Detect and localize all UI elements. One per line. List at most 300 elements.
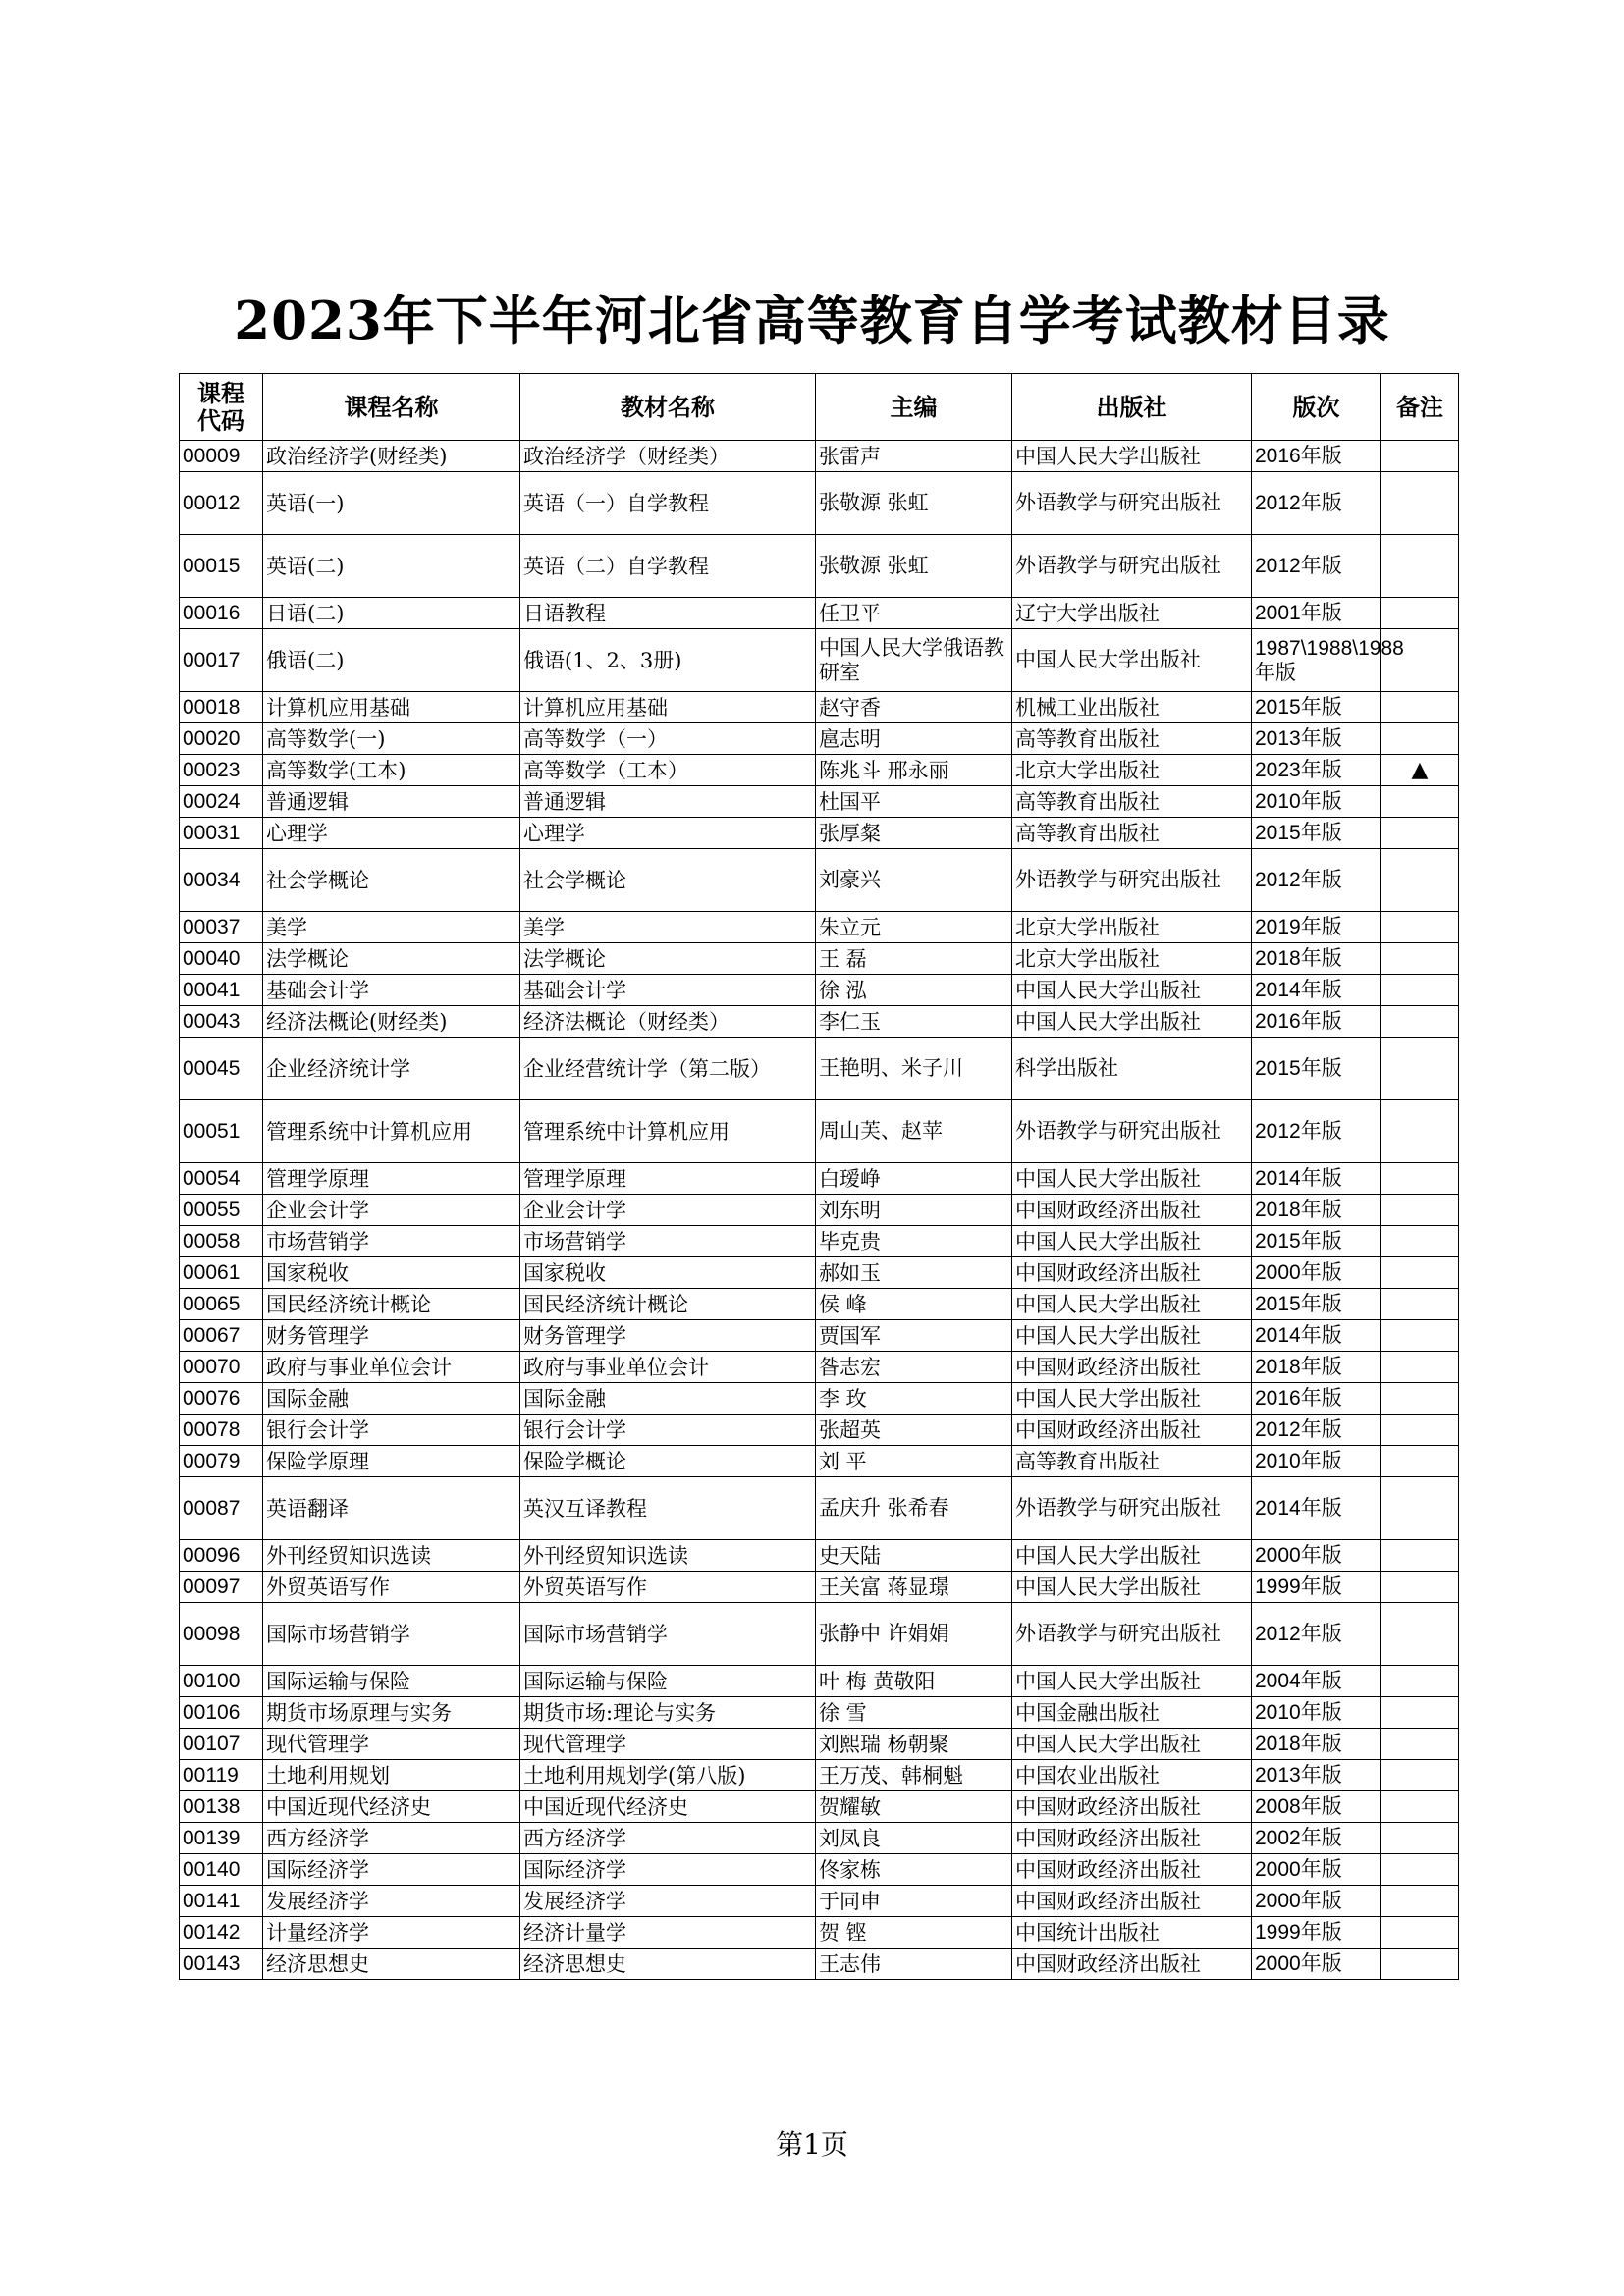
cell-course-code: 00079 — [180, 1446, 263, 1477]
table-row — [180, 1352, 1459, 1383]
cell-course-name: 管理学原理 — [263, 1163, 520, 1195]
cell-book-name: 计算机应用基础 — [520, 692, 816, 723]
cell-edition: 2012年版 — [1252, 1415, 1381, 1446]
table-row — [180, 1477, 1459, 1540]
cell-book-name: 经济计量学 — [520, 1917, 816, 1949]
cell-note — [1381, 1791, 1459, 1823]
cell-editor: 王万茂、韩桐魁 — [816, 1760, 1012, 1791]
cell-book-name: 保险学概论 — [520, 1446, 816, 1477]
cell-course-name: 高等数学(工本) — [263, 755, 520, 786]
cell-course-code: 00087 — [180, 1477, 263, 1540]
cell-course-code: 00142 — [180, 1917, 263, 1949]
header-course-name: 课程名称 — [263, 374, 520, 441]
cell-publisher: 中国人民大学出版社 — [1012, 1666, 1252, 1697]
cell-note — [1381, 1415, 1459, 1446]
cell-editor: 刘熙瑞 杨朝聚 — [816, 1729, 1012, 1760]
cell-note — [1381, 1006, 1459, 1038]
cell-note — [1381, 1603, 1459, 1666]
cell-course-code: 00015 — [180, 535, 263, 598]
cell-publisher: 中国金融出版社 — [1012, 1697, 1252, 1729]
cell-edition: 2000年版 — [1252, 1886, 1381, 1917]
cell-course-code: 00041 — [180, 975, 263, 1006]
cell-course-code: 00024 — [180, 786, 263, 818]
cell-edition: 2014年版 — [1252, 1163, 1381, 1195]
cell-note — [1381, 1697, 1459, 1729]
cell-book-name: 财务管理学 — [520, 1320, 816, 1352]
table-row — [180, 912, 1459, 943]
cell-course-code: 00076 — [180, 1383, 263, 1415]
cell-course-code: 00061 — [180, 1257, 263, 1289]
cell-editor: 中国人民大学俄语教研室 — [816, 629, 1012, 692]
cell-book-name: 国民经济统计概论 — [520, 1289, 816, 1320]
cell-book-name: 外刊经贸知识选读 — [520, 1540, 816, 1572]
cell-edition: 2018年版 — [1252, 1195, 1381, 1226]
table-row — [180, 1226, 1459, 1257]
cell-edition: 2013年版 — [1252, 723, 1381, 755]
table-row — [180, 1917, 1459, 1949]
cell-editor: 白瑷峥 — [816, 1163, 1012, 1195]
cell-course-code: 00098 — [180, 1603, 263, 1666]
cell-edition: 2016年版 — [1252, 441, 1381, 472]
cell-course-code: 00139 — [180, 1823, 263, 1854]
cell-course-name: 普通逻辑 — [263, 786, 520, 818]
cell-edition: 2012年版 — [1252, 472, 1381, 535]
cell-publisher: 中国财政经济出版社 — [1012, 1415, 1252, 1446]
cell-course-name: 期货市场原理与实务 — [263, 1697, 520, 1729]
cell-course-name: 西方经济学 — [263, 1823, 520, 1854]
cell-book-name: 社会学概论 — [520, 849, 816, 912]
cell-course-name: 银行会计学 — [263, 1415, 520, 1446]
cell-course-code: 00023 — [180, 755, 263, 786]
page-number: 第1页 — [776, 2128, 848, 2161]
cell-note — [1381, 692, 1459, 723]
cell-course-code: 00018 — [180, 692, 263, 723]
cell-note — [1381, 1257, 1459, 1289]
cell-note — [1381, 1446, 1459, 1477]
cell-edition: 2015年版 — [1252, 692, 1381, 723]
cell-note — [1381, 1289, 1459, 1320]
cell-editor: 刘东明 — [816, 1195, 1012, 1226]
cell-book-name: 现代管理学 — [520, 1729, 816, 1760]
cell-publisher: 中国财政经济出版社 — [1012, 1195, 1252, 1226]
cell-note — [1381, 943, 1459, 975]
header-edition: 版次 — [1252, 374, 1381, 441]
cell-note — [1381, 912, 1459, 943]
table-row — [180, 786, 1459, 818]
cell-book-name: 中国近现代经济史 — [520, 1791, 816, 1823]
cell-note — [1381, 535, 1459, 598]
cell-publisher: 中国人民大学出版社 — [1012, 975, 1252, 1006]
cell-publisher: 中国财政经济出版社 — [1012, 1791, 1252, 1823]
cell-book-name: 发展经济学 — [520, 1886, 816, 1917]
cell-publisher: 中国人民大学出版社 — [1012, 1289, 1252, 1320]
cell-course-code: 00143 — [180, 1949, 263, 1980]
cell-editor: 张厚粲 — [816, 818, 1012, 849]
cell-book-name: 普通逻辑 — [520, 786, 816, 818]
cell-book-name: 银行会计学 — [520, 1415, 816, 1446]
cell-edition: 1999年版 — [1252, 1917, 1381, 1949]
cell-course-code: 00043 — [180, 1006, 263, 1038]
cell-editor: 王志伟 — [816, 1949, 1012, 1980]
cell-note — [1381, 818, 1459, 849]
cell-publisher: 中国人民大学出版社 — [1012, 1383, 1252, 1415]
cell-course-code: 00012 — [180, 472, 263, 535]
cell-book-name: 期货市场:理论与实务 — [520, 1697, 816, 1729]
cell-note — [1381, 723, 1459, 755]
cell-course-name: 美学 — [263, 912, 520, 943]
cell-publisher: 高等教育出版社 — [1012, 818, 1252, 849]
cell-edition: 2015年版 — [1252, 818, 1381, 849]
cell-publisher: 科学出版社 — [1012, 1038, 1252, 1100]
cell-note — [1381, 1917, 1459, 1949]
table-row — [180, 723, 1459, 755]
cell-note — [1381, 1477, 1459, 1540]
cell-book-name: 日语教程 — [520, 598, 816, 629]
cell-book-name: 政治经济学（财经类） — [520, 441, 816, 472]
cell-book-name: 企业会计学 — [520, 1195, 816, 1226]
cell-course-code: 00070 — [180, 1352, 263, 1383]
cell-edition: 2010年版 — [1252, 786, 1381, 818]
cell-publisher: 外语教学与研究出版社 — [1012, 472, 1252, 535]
cell-book-name: 企业经营统计学（第二版） — [520, 1038, 816, 1100]
header-publisher: 出版社 — [1012, 374, 1252, 441]
cell-publisher: 中国人民大学出版社 — [1012, 1226, 1252, 1257]
cell-course-name: 国际金融 — [263, 1383, 520, 1415]
table-row — [180, 818, 1459, 849]
cell-publisher: 高等教育出版社 — [1012, 786, 1252, 818]
cell-editor: 扈志明 — [816, 723, 1012, 755]
cell-publisher: 中国人民大学出版社 — [1012, 441, 1252, 472]
cell-course-name: 高等数学(一) — [263, 723, 520, 755]
cell-course-name: 英语(一) — [263, 472, 520, 535]
cell-course-code: 00138 — [180, 1791, 263, 1823]
cell-editor: 佟家栋 — [816, 1854, 1012, 1886]
table-row — [180, 692, 1459, 723]
table-row — [180, 1320, 1459, 1352]
cell-course-name: 国际经济学 — [263, 1854, 520, 1886]
table-row — [180, 755, 1459, 786]
cell-book-name: 美学 — [520, 912, 816, 943]
cell-book-name: 市场营销学 — [520, 1226, 816, 1257]
cell-publisher: 高等教育出版社 — [1012, 1446, 1252, 1477]
cell-course-code: 00016 — [180, 598, 263, 629]
cell-course-code: 00009 — [180, 441, 263, 472]
cell-publisher: 中国财政经济出版社 — [1012, 1823, 1252, 1854]
cell-book-name: 经济法概论（财经类） — [520, 1006, 816, 1038]
cell-course-code: 00037 — [180, 912, 263, 943]
cell-course-code: 00100 — [180, 1666, 263, 1697]
table-header-row — [180, 374, 1459, 441]
table-row — [180, 1415, 1459, 1446]
cell-note — [1381, 598, 1459, 629]
cell-course-code: 00078 — [180, 1415, 263, 1446]
cell-publisher: 中国人民大学出版社 — [1012, 1540, 1252, 1572]
cell-editor: 朱立元 — [816, 912, 1012, 943]
table-row — [180, 535, 1459, 598]
cell-publisher: 中国财政经济出版社 — [1012, 1886, 1252, 1917]
cell-course-name: 基础会计学 — [263, 975, 520, 1006]
table-row — [180, 1697, 1459, 1729]
cell-book-name: 政府与事业单位会计 — [520, 1352, 816, 1383]
table-row — [180, 1540, 1459, 1572]
table-row — [180, 1791, 1459, 1823]
cell-course-name: 政治经济学(财经类) — [263, 441, 520, 472]
table-row — [180, 849, 1459, 912]
cell-course-code: 00119 — [180, 1760, 263, 1791]
cell-editor: 毕克贵 — [816, 1226, 1012, 1257]
cell-edition: 2010年版 — [1252, 1697, 1381, 1729]
cell-publisher: 中国财政经济出版社 — [1012, 1352, 1252, 1383]
cell-note — [1381, 1729, 1459, 1760]
table-row — [180, 1823, 1459, 1854]
cell-course-name: 外贸英语写作 — [263, 1572, 520, 1603]
cell-note — [1381, 786, 1459, 818]
cell-edition: 2008年版 — [1252, 1791, 1381, 1823]
cell-note — [1381, 1383, 1459, 1415]
cell-note — [1381, 1572, 1459, 1603]
cell-note — [1381, 1100, 1459, 1163]
cell-editor: 郝如玉 — [816, 1257, 1012, 1289]
cell-editor: 刘凤良 — [816, 1823, 1012, 1854]
cell-course-name: 英语翻译 — [263, 1477, 520, 1540]
cell-edition: 2000年版 — [1252, 1257, 1381, 1289]
cell-book-name: 法学概论 — [520, 943, 816, 975]
cell-editor: 徐 雪 — [816, 1697, 1012, 1729]
cell-editor: 杜国平 — [816, 786, 1012, 818]
table-row — [180, 1446, 1459, 1477]
cell-course-name: 国民经济统计概论 — [263, 1289, 520, 1320]
cell-note — [1381, 1886, 1459, 1917]
cell-edition: 2012年版 — [1252, 1603, 1381, 1666]
cell-edition: 2004年版 — [1252, 1666, 1381, 1697]
cell-course-code: 00055 — [180, 1195, 263, 1226]
cell-course-name: 经济思想史 — [263, 1949, 520, 1980]
table-row — [180, 1195, 1459, 1226]
cell-book-name: 土地利用规划学(第八版) — [520, 1760, 816, 1791]
cell-publisher: 外语教学与研究出版社 — [1012, 1603, 1252, 1666]
cell-book-name: 高等数学（工本） — [520, 755, 816, 786]
cell-publisher: 中国统计出版社 — [1012, 1917, 1252, 1949]
cell-edition: 2012年版 — [1252, 535, 1381, 598]
cell-publisher: 外语教学与研究出版社 — [1012, 1477, 1252, 1540]
cell-course-code: 00017 — [180, 629, 263, 692]
cell-book-name: 基础会计学 — [520, 975, 816, 1006]
cell-editor: 张超英 — [816, 1415, 1012, 1446]
cell-publisher: 中国财政经济出版社 — [1012, 1257, 1252, 1289]
cell-publisher: 中国人民大学出版社 — [1012, 629, 1252, 692]
cell-course-name: 政府与事业单位会计 — [263, 1352, 520, 1383]
cell-course-name: 财务管理学 — [263, 1320, 520, 1352]
table-row — [180, 1729, 1459, 1760]
cell-publisher: 北京大学出版社 — [1012, 943, 1252, 975]
cell-editor: 张静中 许娟娟 — [816, 1603, 1012, 1666]
table-row — [180, 943, 1459, 975]
cell-course-code: 00097 — [180, 1572, 263, 1603]
cell-edition: 2012年版 — [1252, 849, 1381, 912]
cell-editor: 于同申 — [816, 1886, 1012, 1917]
cell-publisher: 外语教学与研究出版社 — [1012, 1100, 1252, 1163]
cell-course-name: 国际市场营销学 — [263, 1603, 520, 1666]
cell-course-name: 计量经济学 — [263, 1917, 520, 1949]
cell-course-code: 00067 — [180, 1320, 263, 1352]
cell-edition: 2015年版 — [1252, 1038, 1381, 1100]
cell-publisher: 机械工业出版社 — [1012, 692, 1252, 723]
table-row — [180, 472, 1459, 535]
cell-publisher: 中国人民大学出版社 — [1012, 1320, 1252, 1352]
cell-note — [1381, 1760, 1459, 1791]
cell-book-name: 管理系统中计算机应用 — [520, 1100, 816, 1163]
cell-course-code: 00040 — [180, 943, 263, 975]
cell-edition: 2016年版 — [1252, 1383, 1381, 1415]
table-row — [180, 1854, 1459, 1886]
cell-publisher: 中国农业出版社 — [1012, 1760, 1252, 1791]
cell-editor: 李仁玉 — [816, 1006, 1012, 1038]
header-note: 备注 — [1381, 374, 1459, 441]
cell-publisher: 北京大学出版社 — [1012, 755, 1252, 786]
cell-book-name: 经济思想史 — [520, 1949, 816, 1980]
cell-note — [1381, 1163, 1459, 1195]
cell-edition: 2000年版 — [1252, 1949, 1381, 1980]
cell-book-name: 外贸英语写作 — [520, 1572, 816, 1603]
cell-course-code: 00051 — [180, 1100, 263, 1163]
cell-course-name: 市场营销学 — [263, 1226, 520, 1257]
cell-book-name: 英汉互译教程 — [520, 1477, 816, 1540]
cell-note — [1381, 975, 1459, 1006]
cell-edition: 2010年版 — [1252, 1446, 1381, 1477]
cell-book-name: 国际金融 — [520, 1383, 816, 1415]
cell-editor: 贺耀敏 — [816, 1791, 1012, 1823]
table-row — [180, 1603, 1459, 1666]
cell-course-name: 保险学原理 — [263, 1446, 520, 1477]
page-title: 2023年下半年河北省高等教育自学考试教材目录 — [234, 291, 1390, 351]
cell-note — [1381, 472, 1459, 535]
cell-editor: 周山芙、赵苹 — [816, 1100, 1012, 1163]
cell-editor: 徐 泓 — [816, 975, 1012, 1006]
cell-course-name: 管理系统中计算机应用 — [263, 1100, 520, 1163]
cell-note — [1381, 1666, 1459, 1697]
cell-book-name: 英语（二）自学教程 — [520, 535, 816, 598]
cell-course-name: 企业经济统计学 — [263, 1038, 520, 1100]
cell-edition: 2023年版 — [1252, 755, 1381, 786]
cell-course-code: 00065 — [180, 1289, 263, 1320]
cell-course-code: 00045 — [180, 1038, 263, 1100]
table-row — [180, 975, 1459, 1006]
cell-editor: 赵守香 — [816, 692, 1012, 723]
cell-course-name: 日语(二) — [263, 598, 520, 629]
cell-editor: 张敬源 张虹 — [816, 472, 1012, 535]
cell-book-name: 俄语(1、2、3册) — [520, 629, 816, 692]
cell-course-name: 社会学概论 — [263, 849, 520, 912]
cell-book-name: 西方经济学 — [520, 1823, 816, 1854]
cell-publisher: 中国人民大学出版社 — [1012, 1163, 1252, 1195]
cell-editor: 陈兆斗 邢永丽 — [816, 755, 1012, 786]
cell-edition: 2015年版 — [1252, 1226, 1381, 1257]
cell-editor: 王关富 蒋显璟 — [816, 1572, 1012, 1603]
header-book-name: 教材名称 — [520, 374, 816, 441]
cell-edition: 2001年版 — [1252, 598, 1381, 629]
table-row — [180, 1289, 1459, 1320]
table-row — [180, 1257, 1459, 1289]
cell-edition: 1987\1988\1988年版 — [1252, 629, 1381, 692]
cell-book-name: 英语（一）自学教程 — [520, 472, 816, 535]
cell-note — [1381, 441, 1459, 472]
textbook-catalog-table — [179, 373, 1459, 1980]
cell-note — [1381, 1949, 1459, 1980]
cell-editor: 叶 梅 黄敬阳 — [816, 1666, 1012, 1697]
cell-editor: 王 磊 — [816, 943, 1012, 975]
cell-book-name: 管理学原理 — [520, 1163, 816, 1195]
cell-editor: 张敬源 张虹 — [816, 535, 1012, 598]
table-row — [180, 1760, 1459, 1791]
table-row — [180, 1886, 1459, 1917]
cell-edition: 2019年版 — [1252, 912, 1381, 943]
cell-course-name: 国际运输与保险 — [263, 1666, 520, 1697]
cell-course-code: 00058 — [180, 1226, 263, 1257]
table-row — [180, 441, 1459, 472]
cell-book-name: 国家税收 — [520, 1257, 816, 1289]
cell-book-name: 高等数学（一） — [520, 723, 816, 755]
cell-note — [1381, 849, 1459, 912]
cell-editor: 史天陆 — [816, 1540, 1012, 1572]
cell-note — [1381, 1038, 1459, 1100]
cell-publisher: 辽宁大学出版社 — [1012, 598, 1252, 629]
cell-editor: 李 玫 — [816, 1383, 1012, 1415]
cell-editor: 孟庆升 张希春 — [816, 1477, 1012, 1540]
cell-course-name: 英语(二) — [263, 535, 520, 598]
table-row — [180, 629, 1459, 692]
cell-book-name: 国际运输与保险 — [520, 1666, 816, 1697]
cell-edition: 1999年版 — [1252, 1572, 1381, 1603]
cell-publisher: 外语教学与研究出版社 — [1012, 849, 1252, 912]
cell-course-name: 法学概论 — [263, 943, 520, 975]
cell-note — [1381, 1854, 1459, 1886]
cell-course-code: 00031 — [180, 818, 263, 849]
cell-book-name: 心理学 — [520, 818, 816, 849]
cell-publisher: 外语教学与研究出版社 — [1012, 535, 1252, 598]
cell-course-code: 00141 — [180, 1886, 263, 1917]
cell-editor: 任卫平 — [816, 598, 1012, 629]
cell-editor: 侯 峰 — [816, 1289, 1012, 1320]
cell-note: ▲ — [1381, 755, 1459, 786]
header-editor: 主编 — [816, 374, 1012, 441]
cell-course-code: 00140 — [180, 1854, 263, 1886]
cell-edition: 2014年版 — [1252, 975, 1381, 1006]
cell-note — [1381, 1823, 1459, 1854]
header-course-code: 课程 代码 — [180, 374, 263, 441]
cell-course-name: 心理学 — [263, 818, 520, 849]
table-row — [180, 1163, 1459, 1195]
cell-edition: 2012年版 — [1252, 1100, 1381, 1163]
cell-edition: 2002年版 — [1252, 1823, 1381, 1854]
cell-edition: 2013年版 — [1252, 1760, 1381, 1791]
cell-course-code: 00034 — [180, 849, 263, 912]
cell-edition: 2015年版 — [1252, 1289, 1381, 1320]
table-row — [180, 1949, 1459, 1980]
cell-book-name: 国际经济学 — [520, 1854, 816, 1886]
cell-note — [1381, 1226, 1459, 1257]
table-row — [180, 1100, 1459, 1163]
cell-publisher: 中国人民大学出版社 — [1012, 1006, 1252, 1038]
table-row — [180, 1038, 1459, 1100]
cell-edition: 2018年版 — [1252, 1352, 1381, 1383]
cell-publisher: 北京大学出版社 — [1012, 912, 1252, 943]
cell-note — [1381, 1195, 1459, 1226]
cell-note — [1381, 1320, 1459, 1352]
cell-edition: 2000年版 — [1252, 1540, 1381, 1572]
cell-publisher: 中国人民大学出版社 — [1012, 1729, 1252, 1760]
cell-course-name: 企业会计学 — [263, 1195, 520, 1226]
cell-course-name: 发展经济学 — [263, 1886, 520, 1917]
